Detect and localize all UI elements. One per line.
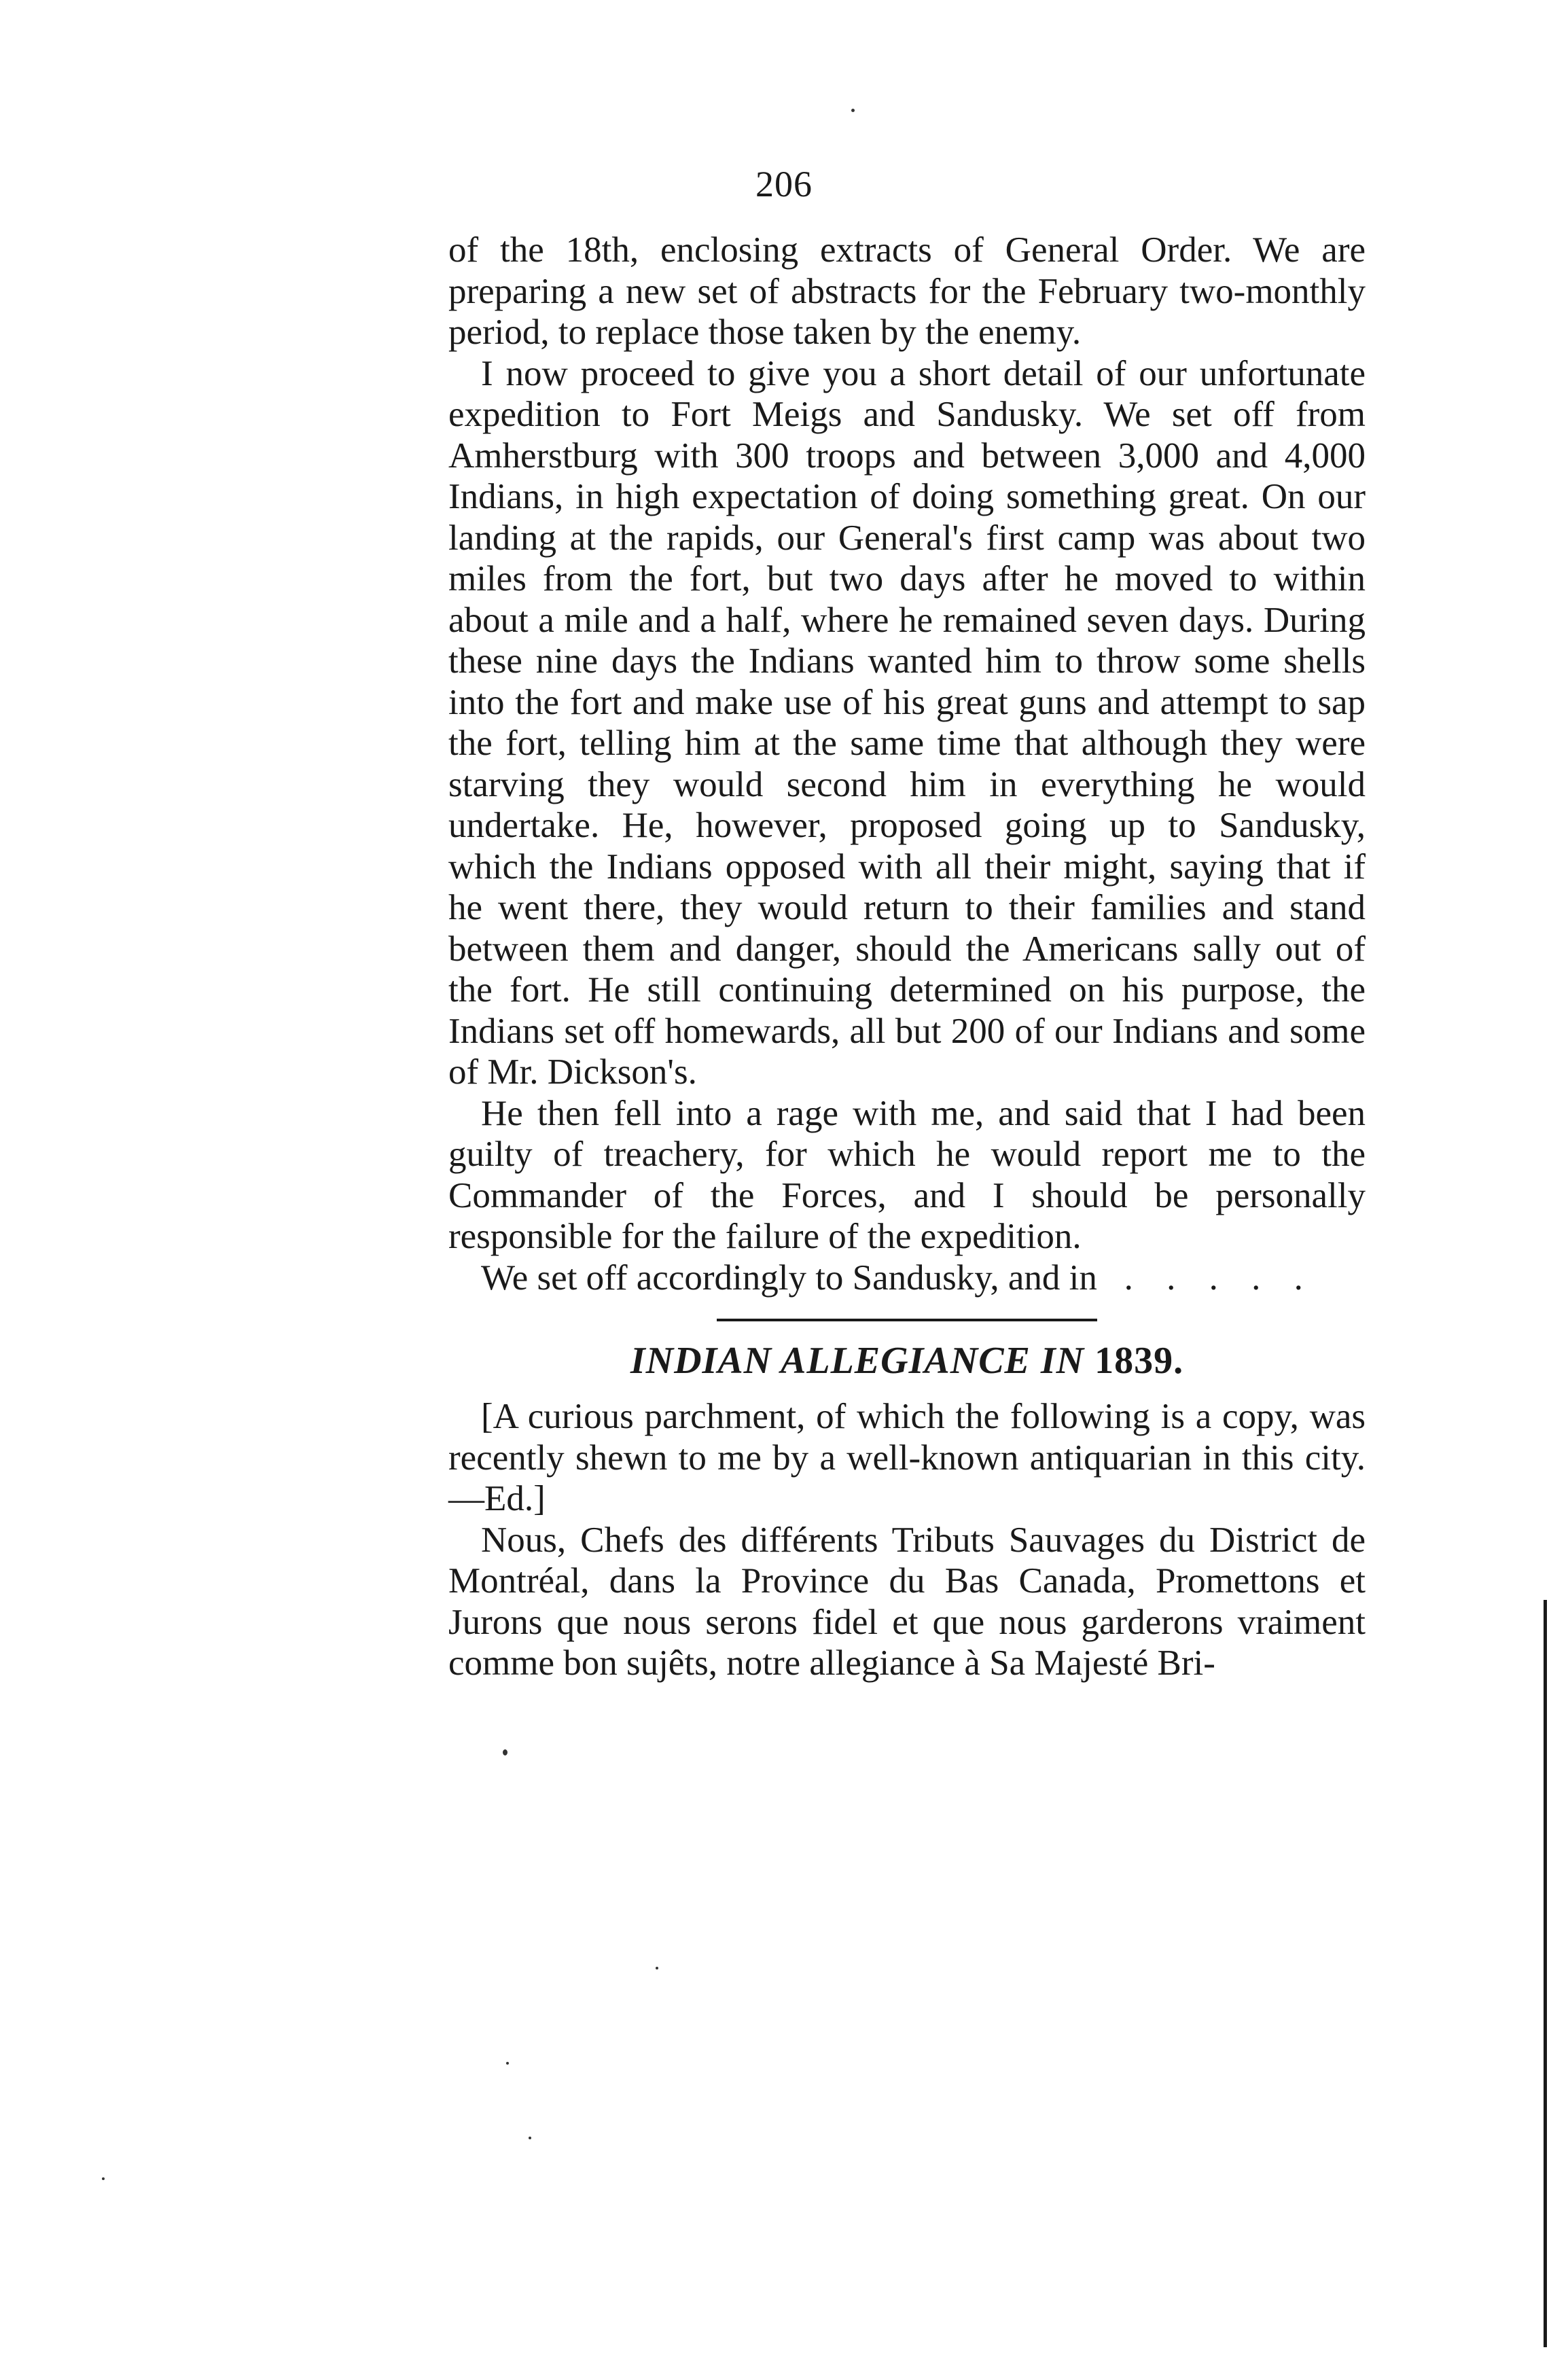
paragraph-4 [448,1258,1366,1299]
section-heading-text: INDIAN ALLEGIANCE IN [630,1340,1085,1382]
paragraph-3: He then fell into a rage with me, and said that I had been guilty of treachery, for which he would report me to the Commander of the Forces, and I should be personally responsible for the failure of the expedition. [448,1093,1366,1256]
ink-speck [102,2177,105,2180]
ink-speck [506,2062,509,2065]
section-heading-year: 1839. [1094,1340,1184,1382]
ellipsis-dots: . . . . . [1124,1258,1315,1298]
ink-speck [656,1967,658,1969]
section-intro-note: [A curious parchment, of which the following is a copy, was recently shewn to me by a well-known antiquarian in this city.—Ed.] [448,1397,1366,1518]
paragraph-1: of the 18th, enclosing extracts of General Order. We are preparing a new set of abstracts for the February two-monthly period, to replace those taken by the enemy. [448,230,1366,352]
paragraph-2: I now proceed to give you a short detail of our unfortunate expedition to Fort Meigs and Sandusky. We set off from Amherstburg with 300 troops and between 3,000 and 4,000 Indians, in high expectation of doing something great. On our landing at the rapids, our General's first camp was about two miles from the fort, but two days after he moved to within about a mile and a half, where he remained seven days. During these nine days the Indians wanted him to throw some shells into the fort and make use of his great guns and attempt to sap the fort, telling him at the same time that although they were starving they would second him in everything he would undertake. He, however, proposed going up to Sandusky, which the Indians opposed with all their might, saying that if he went there, they would return to their families and stand between them and danger, should the Americans sally out of the fort. He still continuing determined on his purpose, the Indians set off homewards, all but 200 of our Indians and some of Mr. Dickson's. [448,353,1366,1092]
margin-rule [1544,1600,1547,2347]
section-divider-wrap [448,1298,1366,1340]
section-french-text: Nous, Chefs des différents Tributs Sauvages du District de Montréal, dans la Province du Bas Canada, Promettons et Jurons que nous serons fidel et que nous garderons vraiment comme bon sujêts, notre allegiance à Sa Majesté Bri- [448,1520,1366,1683]
ink-speck [529,2137,531,2139]
paragraph-4-text: We set off accordingly to Sandusky, and in [481,1258,1097,1298]
page-number: 206 [755,164,813,204]
ink-speck [851,109,855,112]
section-heading [448,1340,1366,1381]
ink-speck [503,1749,507,1755]
body-text [448,230,1366,1684]
section-divider [717,1319,1097,1321]
